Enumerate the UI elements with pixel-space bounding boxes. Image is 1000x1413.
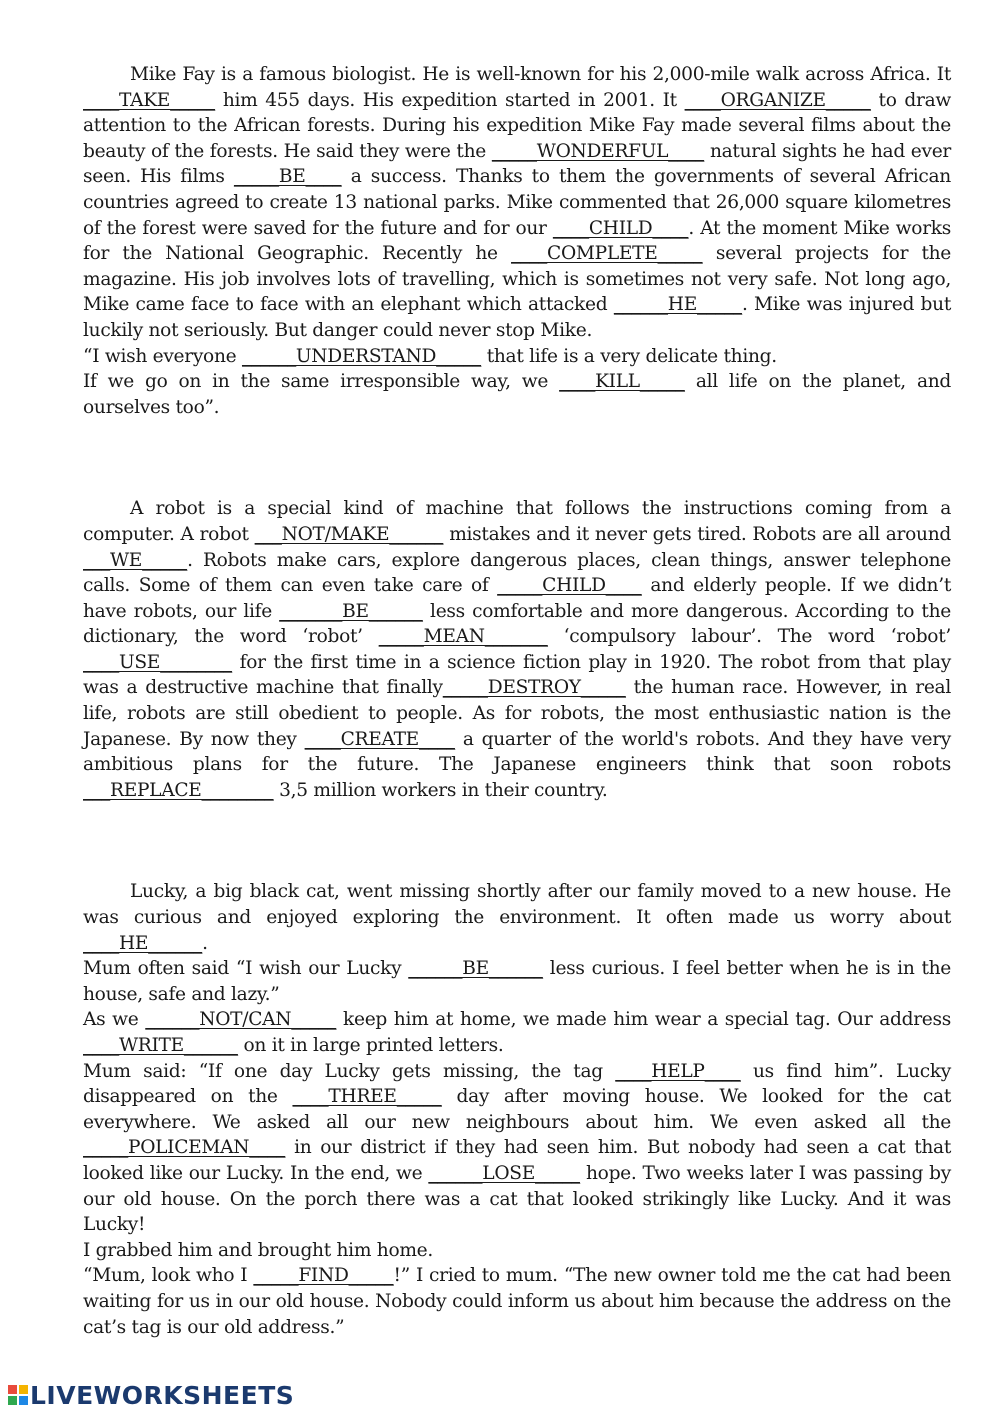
answer-blank[interactable]: ______NOT/CAN_____	[145, 1009, 337, 1031]
text-segment: . Robots make cars, explore dangerous places, clean things, answer telephone calls. Some of them can even take care of	[83, 549, 951, 597]
text-segment: a quarter of the world's robots. And they have very ambitious plans for the future. The Japanese engineers think that soon robots	[83, 728, 952, 776]
answer-blank[interactable]: ____HELP____	[615, 1060, 741, 1082]
text-segment: hope. Two weeks later I was passing by our old house. On the porch there was a cat that looked strikingly like Lucky. And it was Lucky!	[83, 1162, 951, 1236]
answer-blank[interactable]: ___REPLACE________	[83, 779, 274, 801]
answer-blank[interactable]: ______LOSE_____	[428, 1162, 580, 1184]
answer-blank[interactable]: ____ORGANIZE_____	[684, 89, 871, 111]
text-segment: all life on the planet, and ourselves too”.	[83, 371, 952, 418]
answer-blank[interactable]: _____CHILD____	[497, 575, 642, 597]
text-segment: less comfortable and more dangerous. According to the dictionary, the word ‘robot’	[83, 600, 951, 648]
text-segment: several projects for the magazine. His job involves lots of travelling, which is sometimes not very safe. Not long ago, Mike came face to face with an elephant which attacked	[83, 243, 951, 316]
text-segment: keep him at home, we made him wear a special tag. Our address	[336, 1009, 951, 1031]
text-segment: the human race. However, in real life, robots are still obedient to people. As for robots, the most enthusiastic nation is the Japanese. By now they	[83, 677, 951, 750]
text-segment: a success. Thanks to them the governments of several African countries agreed to create 13 national parks. Mike commented that 26,000 square kilometres of the forest were saved for the future and for our	[83, 166, 951, 239]
answer-blank[interactable]: ____USE________	[83, 651, 233, 673]
text-segment: less curious. I feel better when he is in the house, safe and lazy.”	[83, 958, 951, 1005]
text-segment: ‘compulsory labour’. The word ‘robot’	[547, 626, 951, 648]
text-segment: . At the moment Mike works for the National Geographic. Recently he	[83, 217, 951, 265]
answer-blank[interactable]: ____WRITE______	[83, 1035, 238, 1056]
text-segment: Mum often said “I wish our Lucky	[83, 958, 409, 980]
answer-blank[interactable]: _____FIND_____	[253, 1265, 394, 1287]
answer-blank[interactable]: _____WONDERFUL____	[491, 140, 705, 162]
answer-blank[interactable]: ____HE______	[83, 932, 203, 954]
paragraph-robot	[83, 496, 951, 803]
answer-blank[interactable]: ____THREE_____	[292, 1086, 442, 1108]
worksheet-content	[83, 62, 951, 1340]
answer-blank[interactable]: ____CHILD____	[552, 217, 689, 239]
text-segment: Lucky, a big black cat, went missing shortly after our family moved to a new house. He was curious and enjoyed exploring the environment. It often made us worry about	[83, 881, 951, 929]
text-segment: 3,5 million workers in their country.	[273, 779, 608, 801]
answer-blank[interactable]: _____POLICEMAN____	[83, 1137, 286, 1159]
text-segment: in our district if they had seen him. But nobody had seen a cat that looked like our Lucky. In the end, we	[83, 1137, 951, 1184]
text-segment: Mike Fay is a famous biologist. He is well-known for his 2,000-mile walk across Africa. It	[130, 64, 951, 85]
text-segment: on it in large printed letters.	[237, 1035, 504, 1056]
text-segment: for the first time in a science fiction play in 1920. The robot from that play was a destructive machine that finally	[83, 651, 951, 699]
text-segment: us find him”. Lucky disappeared on the	[83, 1060, 951, 1108]
answer-blank[interactable]: ___NOT/MAKE______	[254, 523, 444, 545]
liveworksheets-logo-icon	[8, 1385, 28, 1405]
footer-logo-text: LIVEWORKSHEETS	[30, 1380, 295, 1410]
text-segment: A robot is a special kind of machine that follows the instructions coming from a computer. A robot	[83, 498, 951, 545]
answer-blank[interactable]: _____DESTROY_____	[442, 677, 626, 699]
answer-blank[interactable]: ____TAKE_____	[83, 89, 216, 111]
answer-blank[interactable]: ______UNDERSTAND_____	[241, 345, 482, 367]
answer-blank[interactable]: ______BE______	[408, 958, 543, 980]
answer-blank[interactable]: ____KILL_____	[559, 371, 685, 393]
paragraph-mike-fay	[83, 62, 951, 420]
text-segment: mistakes and it never gets tired. Robots are all around	[443, 523, 951, 545]
text-segment: If we go on in the same irresponsible way, we	[83, 371, 560, 393]
answer-blank[interactable]: ______HE_____	[613, 294, 742, 316]
text-segment: that life is a very delicate thing.	[481, 345, 777, 367]
text-segment: !” I cried to mum. “The new owner told me the cat had been waiting for us in our old house. Nobody could inform us about him because the address on the cat’s tag is our old address.”	[83, 1265, 951, 1338]
footer-logo[interactable]	[8, 1380, 294, 1410]
answer-blank[interactable]: _______BE______	[279, 600, 423, 622]
paragraph-lucky-cat	[83, 879, 951, 1340]
text-segment: day after moving house. We looked for the cat everywhere. We asked all our new neighbours about him. We even asked all the	[83, 1086, 951, 1133]
text-segment: natural sights he had ever seen. His films	[83, 140, 951, 188]
answer-blank[interactable]: ___WE_____	[83, 549, 188, 571]
text-segment: to draw attention to the African forests. During his expedition Mike Fay made several films about the beauty of the forests. He said they were the	[83, 89, 951, 162]
answer-blank[interactable]: ____COMPLETE_____	[511, 243, 703, 265]
text-segment: Mum said: “If one day Lucky gets missing, the tag	[83, 1060, 616, 1082]
answer-blank[interactable]: _____BE____	[233, 166, 342, 188]
answer-blank[interactable]: ____CREATE____	[304, 728, 455, 750]
text-segment: “I wish everyone	[83, 345, 242, 367]
text-segment: “Mum, look who I	[83, 1265, 254, 1287]
text-segment: . Mike was injured but luckily not seriously. But danger could never stop Mike.	[83, 294, 952, 341]
text-segment: and elderly people. If we didn’t have robots, our life	[83, 575, 952, 622]
text-segment: .	[202, 932, 208, 954]
text-segment: him 455 days. His expedition started in 2001. It	[215, 89, 685, 111]
text-segment: As we	[83, 1009, 146, 1031]
answer-blank[interactable]: _____MEAN_______	[378, 626, 548, 648]
text-segment: I grabbed him and brought him home.	[83, 1239, 433, 1261]
